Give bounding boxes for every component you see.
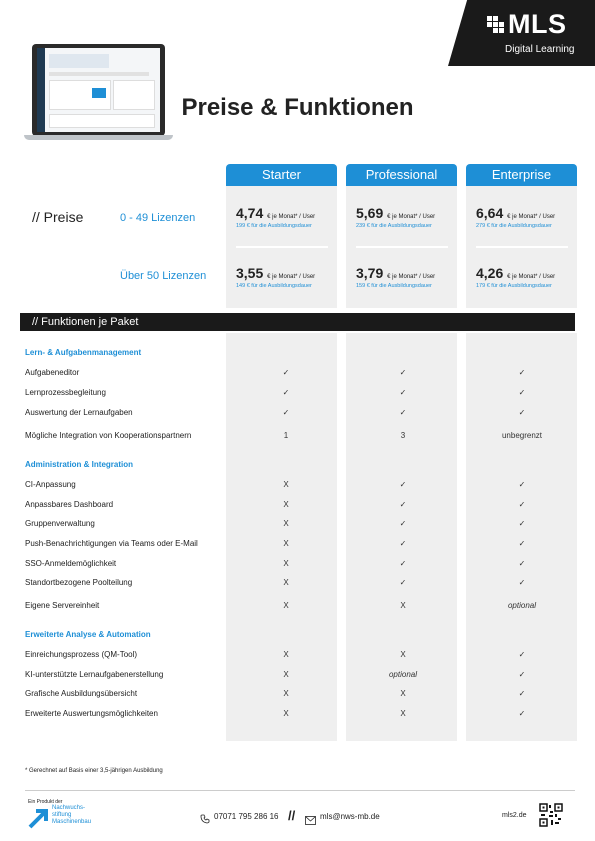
feature-value: ✓ [518, 539, 526, 548]
feature-value: X [283, 601, 289, 610]
producer-name: Nachwuchs-stiftung Maschinenbau [52, 805, 92, 825]
plan-header-professional: Professional [346, 164, 457, 186]
features-bar [20, 313, 575, 331]
feature-value: optional [388, 670, 418, 679]
feature-value: ✓ [518, 670, 526, 679]
feature-value: ✓ [518, 368, 526, 377]
feature-label: Eigene Servereinheit [25, 601, 100, 610]
feature-value: ✓ [518, 408, 526, 417]
feature-value: X [283, 539, 289, 548]
feature-value: ✓ [518, 480, 526, 489]
feature-value: X [400, 601, 406, 610]
price-starter-tier1: 4,74 € je Monat* / User [236, 205, 316, 221]
footnote: * Gerechnet auf Basis einer 3,5-jährigen Ausbildung [25, 768, 163, 774]
tier2-label: Über 50 Lizenzen [120, 270, 207, 282]
feature-value: ✓ [518, 559, 526, 568]
price-divider [236, 246, 328, 248]
feature-value: X [283, 559, 289, 568]
feature-label: Gruppenverwaltung [25, 519, 95, 528]
feature-value: X [283, 578, 289, 587]
feature-value: X [283, 670, 289, 679]
feature-value: ✓ [518, 689, 526, 698]
plan-header-starter: Starter [226, 164, 337, 186]
footer-separator: // [288, 808, 296, 823]
page-title: Preise & Funktionen [181, 94, 414, 121]
feature-value: ✓ [399, 480, 407, 489]
phone-icon [200, 811, 210, 821]
brand-name: MLS [508, 9, 567, 39]
total-professional-tier2: 159 € für die Ausbildungsdauer [356, 283, 432, 289]
feature-value: ✓ [518, 519, 526, 528]
feature-value: ✓ [399, 578, 407, 587]
feature-label: Standortbezogene Poolteilung [25, 578, 133, 587]
feature-value: X [400, 650, 406, 659]
qr-code-icon [539, 803, 563, 827]
feature-value: ✓ [518, 709, 526, 718]
feature-value: ✓ [518, 578, 526, 587]
feature-value: ✓ [399, 519, 407, 528]
feature-value: ✓ [282, 368, 290, 377]
price-starter-tier2: 3,55 € je Monat* / User [236, 265, 316, 281]
price-professional-tier1: 5,69 € je Monat* / User [356, 205, 436, 221]
feature-value: ✓ [518, 388, 526, 397]
feature-label: CI-Anpassung [25, 480, 76, 489]
feature-value: X [283, 650, 289, 659]
total-enterprise-tier1: 279 € für die Ausbildungsdauer [476, 223, 552, 229]
feature-label: Lernprozessbegleitung [25, 388, 106, 397]
feature-label: Aufgabeneditor [25, 368, 80, 377]
plan-header-enterprise: Enterprise [466, 164, 577, 186]
feature-label: Grafische Ausbildungsübersicht [25, 689, 138, 698]
website-link[interactable]: mls2.de [502, 812, 527, 819]
feature-value: optional [507, 601, 537, 610]
total-starter-tier2: 149 € für die Ausbildungsdauer [236, 283, 312, 289]
price-enterprise-tier1: 6,64 € je Monat* / User [476, 205, 556, 221]
nachwuchsstiftung-logo-icon [28, 807, 50, 829]
feature-value: ✓ [282, 408, 290, 417]
email-icon [305, 812, 316, 821]
total-starter-tier1: 199 € für die Ausbildungsdauer [236, 223, 312, 229]
price-professional-tier2: 3,79 € je Monat* / User [356, 265, 436, 281]
feature-value: ✓ [399, 500, 407, 509]
feature-value: ✓ [399, 388, 407, 397]
feature-label: Einreichungsprozess (QM-Tool) [25, 650, 138, 659]
price-enterprise-tier2: 4,26 € je Monat* / User [476, 265, 556, 281]
feature-value: X [400, 709, 406, 718]
laptop-base [24, 135, 173, 140]
total-enterprise-tier2: 179 € für die Ausbildungsdauer [476, 283, 552, 289]
total-professional-tier1: 239 € für die Ausbildungsdauer [356, 223, 432, 229]
feature-label: Push-Benachrichtigungen via Teams oder E-Mail [25, 539, 198, 548]
producer-label: Ein Produkt der [28, 799, 63, 805]
feature-value: X [283, 689, 289, 698]
feature-value: 3 [400, 431, 406, 440]
feature-label: KI-unterstützte Lernaufgabenerstellung [25, 670, 164, 679]
feature-value: ✓ [282, 388, 290, 397]
feature-label: Anpassbares Dashboard [25, 500, 114, 509]
brand-subtitle: Digital Learning [505, 44, 575, 55]
phone-number[interactable]: 07071 795 286 16 [214, 812, 279, 821]
feature-value: X [400, 689, 406, 698]
feature-label: Erweiterte Auswertungsmöglichkeiten [25, 709, 158, 718]
feature-value: unbegrenzt [501, 431, 543, 440]
section-title: Erweiterte Analyse & Automation [25, 630, 151, 639]
prices-label: // Preise [32, 209, 84, 225]
feature-value: ✓ [399, 559, 407, 568]
footer-divider [25, 790, 575, 791]
feature-value: X [283, 500, 289, 509]
feature-value: ✓ [518, 500, 526, 509]
feature-value: X [283, 709, 289, 718]
feature-label: Auswertung der Lernaufgaben [25, 408, 133, 417]
feature-value: ✓ [399, 539, 407, 548]
section-title: Lern- & Aufgabenmanagement [25, 348, 142, 357]
feature-label: SSO-Anmeldemöglichkeit [25, 559, 117, 568]
feature-value: X [283, 519, 289, 528]
price-divider [356, 246, 448, 248]
price-divider [476, 246, 568, 248]
section-title: Administration & Integration [25, 460, 133, 469]
feature-value: 1 [283, 431, 289, 440]
email-link[interactable]: mls@nws-mb.de [320, 812, 380, 821]
feature-value: ✓ [518, 650, 526, 659]
tier1-label: 0 - 49 Lizenzen [120, 212, 196, 224]
feature-value: X [283, 480, 289, 489]
feature-label: Mögliche Integration von Kooperationspartnern [25, 431, 192, 440]
feature-value: ✓ [399, 408, 407, 417]
feature-value: ✓ [399, 368, 407, 377]
features-bar-label: // Funktionen je Paket [32, 316, 139, 328]
mls-logo-icon [487, 16, 507, 36]
